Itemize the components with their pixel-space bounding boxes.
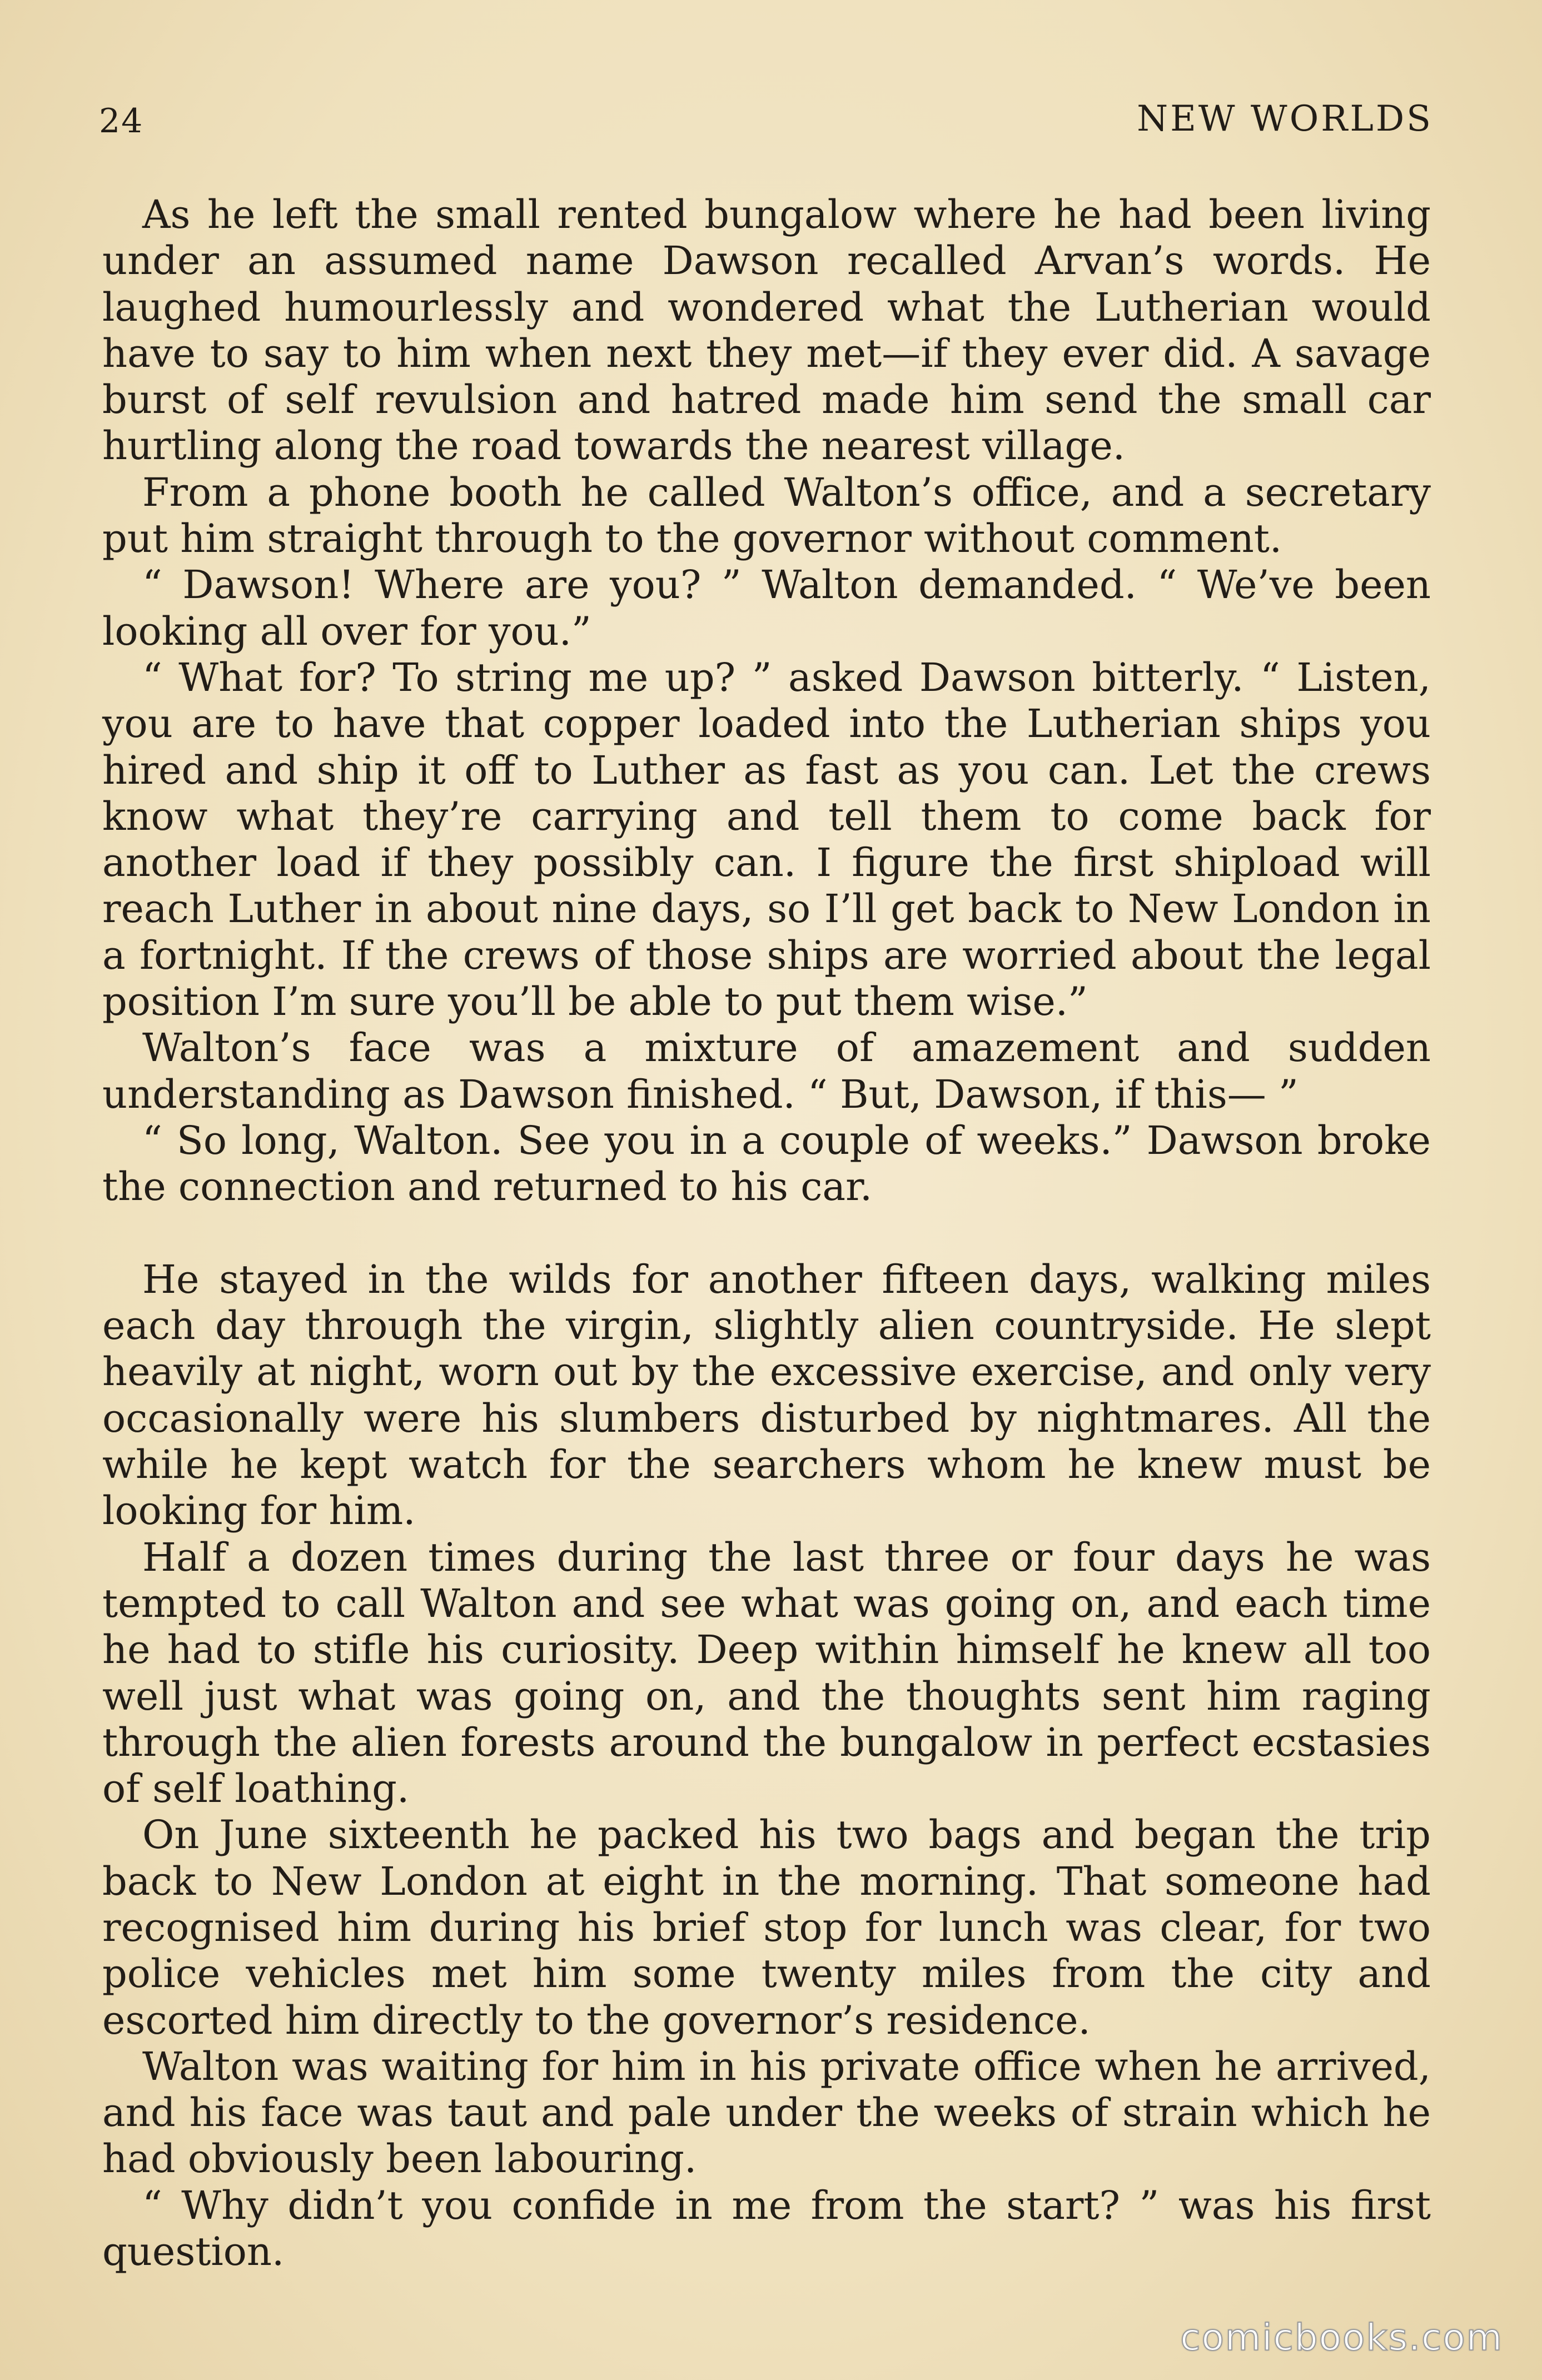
paragraph: From a phone booth he called Walton’s office, and a secretary put him straight through to the governor without comment. (102, 469, 1431, 562)
paragraph: Walton was waiting for him in his private office when he arrived, and his face was taut and pale under the weeks of strain which he had obviously been labouring. (102, 2043, 1431, 2182)
paragraph: “ Why didn’t you confide in me from the start? ” was his first question. (102, 2182, 1431, 2275)
section-break (102, 1211, 1431, 1257)
paragraph: Walton’s face was a mixture of amazement and sudden understanding as Dawson finished. “ But, Dawson, if this— ” (102, 1025, 1431, 1117)
paragraph: Half a dozen times during the last three or four days he was tempted to call Walton and see what was going on, and each time he had to stifle his curiosity. Deep within himself he knew all too well just what was going on, and the thoughts sent him raging through the alien forests around the bungalow in perfect ecstasies of self loathing. (102, 1534, 1431, 1812)
paragraph: “ So long, Walton. See you in a couple of weeks.” Dawson broke the connection and returned to his car. (102, 1117, 1431, 1210)
page-number: 24 (99, 102, 144, 141)
watermark: comicbooks.com (1180, 2316, 1503, 2359)
paragraph: “ Dawson! Where are you? ” Walton demanded. “ We’ve been looking all over for you.” (102, 562, 1431, 654)
paragraph: As he left the small rented bungalow where he had been living under an assumed name Dawson recalled Arvan’s words. He laughed humourlessly and wondered what the Lutherian would have to say to him when next they met—if they ever did. A savage burst of self revulsion and hatred made him send the small car hurtling along the road towards the nearest village. (102, 192, 1431, 469)
body-text (102, 192, 1431, 2275)
running-head: NEW WORLDS (1137, 98, 1433, 140)
paragraph: He stayed in the wilds for another fifteen days, walking miles each day through the virgin, slightly alien countryside. He slept heavily at night, worn out by the excessive exercise, and only very occasionally were his slumbers disturbed by nightmares. All the while he kept watch for the searchers whom he knew must be looking for him. (102, 1256, 1431, 1534)
paragraph: “ What for? To string me up? ” asked Dawson bitterly. “ Listen, you are to have that copper loaded into the Lutherian ships you hired and ship it off to Luther as fast as you can. Let the crews know what they’re carrying and tell them to come back for another load if they possibly can. I figure the first shipload will reach Luther in about nine days, so I’ll get back to New London in a fortnight. If the crews of those ships are worried about the legal position I’m sure you’ll be able to put them wise.” (102, 654, 1431, 1025)
paragraph: On June sixteenth he packed his two bags and began the trip back to New London at eight in the morning. That someone had recognised him during his brief stop for lunch was clear, for two police vehicles met him some twenty miles from the city and escorted him directly to the governor’s residence. (102, 1812, 1431, 2043)
